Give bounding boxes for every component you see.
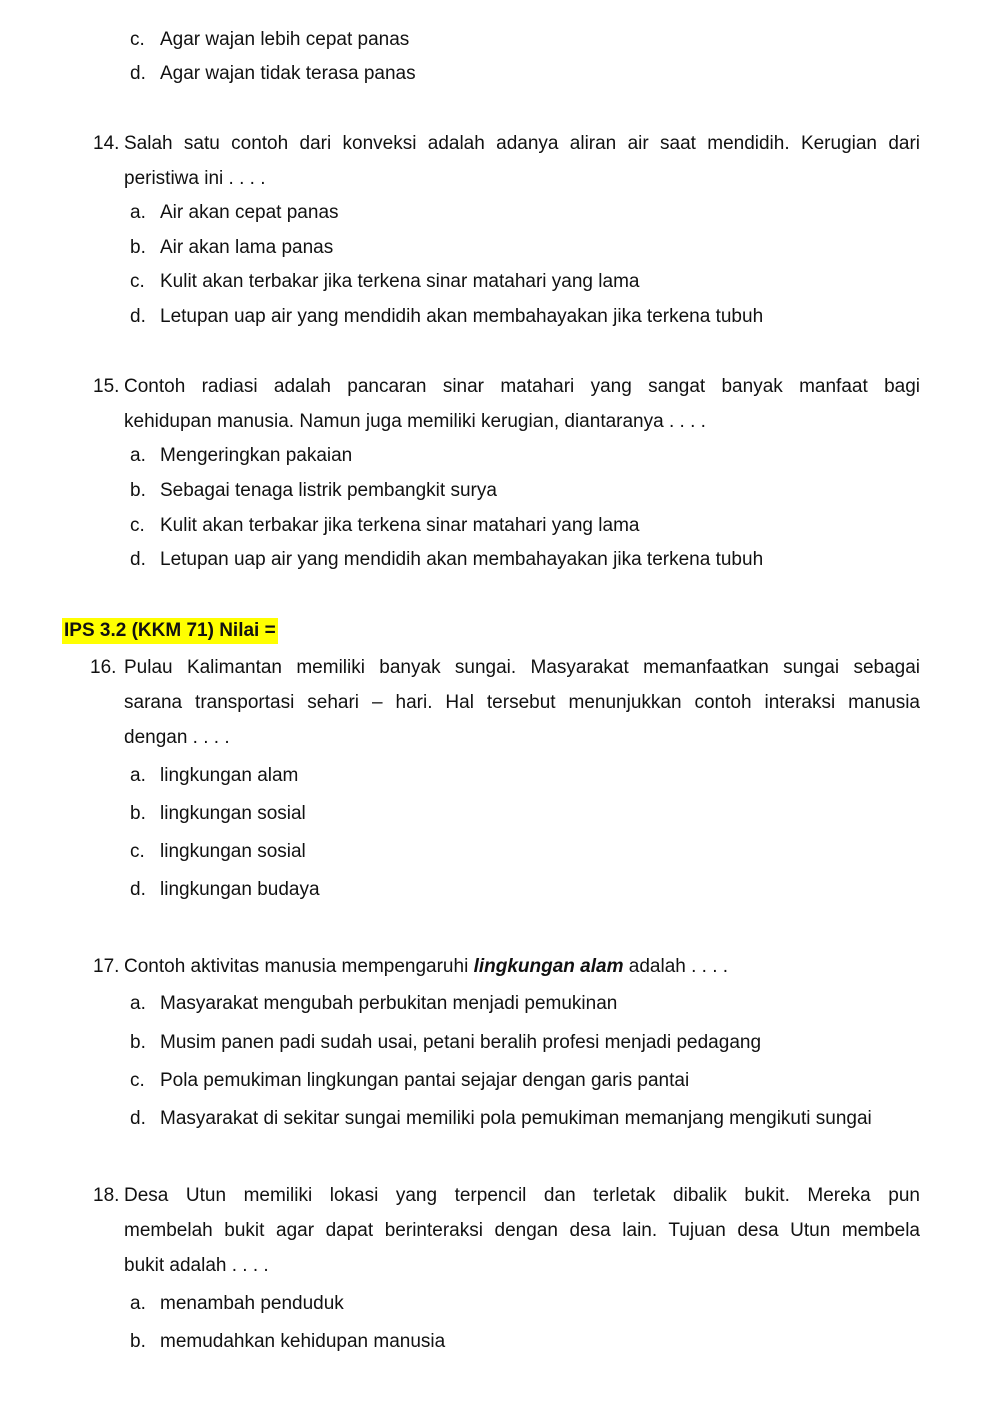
option-text: Masyarakat mengubah perbukitan menjadi pemukinan xyxy=(160,993,618,1014)
option-text: memudahkan kehidupan manusia xyxy=(160,1331,446,1352)
option-letter: d. xyxy=(130,306,146,327)
option-letter: a. xyxy=(130,202,146,223)
option-letter: b. xyxy=(130,237,146,258)
question-number: 16. xyxy=(90,657,117,678)
option-text: lingkungan budaya xyxy=(160,879,320,900)
option-text: Letupan uap air yang mendidih akan membahayakan jika terkena tubuh xyxy=(160,306,764,327)
question-text-line: peristiwa ini . . . . xyxy=(124,168,266,189)
option-text: lingkungan alam xyxy=(160,765,299,786)
option-letter: c. xyxy=(130,1070,145,1091)
question-text-line: Pulau Kalimantan memiliki banyak sungai. Masyarakat memanfaatkan sungai sebagai xyxy=(124,657,920,678)
question-text-line: membelah bukit agar dapat berinteraksi dengan desa lain. Tujuan desa Utun membela xyxy=(124,1220,920,1241)
question-text-line: sarana transportasi sehari – hari. Hal tersebut menunjukkan contoh interaksi manusia xyxy=(124,692,920,713)
option-letter: d. xyxy=(130,879,146,900)
option-text: Sebagai tenaga listrik pembangkit surya xyxy=(160,480,497,501)
question-text-line: Desa Utun memiliki lokasi yang terpencil dan terletak dibalik bukit. Mereka pun xyxy=(124,1185,920,1206)
question-number: 15. xyxy=(93,376,120,397)
question-text-suffix: adalah . . . . xyxy=(623,956,729,977)
option-text: lingkungan sosial xyxy=(160,803,306,824)
question-text-emphasis: lingkungan alam xyxy=(473,956,624,977)
option-text: Air akan cepat panas xyxy=(160,202,339,223)
option-text: Masyarakat di sekitar sungai memiliki pola pemukiman memanjang mengikuti sungai xyxy=(160,1108,872,1129)
question-text-prefix: Contoh aktivitas manusia mempengaruhi xyxy=(124,956,474,977)
option-text: Kulit akan terbakar jika terkena sinar matahari yang lama xyxy=(160,271,640,292)
option-letter: b. xyxy=(130,803,146,824)
option-letter: b. xyxy=(130,480,146,501)
option-letter: a. xyxy=(130,765,146,786)
question-text-line: Contoh radiasi adalah pancaran sinar matahari yang sangat banyak manfaat bagi xyxy=(124,376,920,397)
option-text: Agar wajan tidak terasa panas xyxy=(160,63,416,84)
option-letter: d. xyxy=(130,63,146,84)
question-number: 18. xyxy=(93,1185,120,1206)
option-text: Letupan uap air yang mendidih akan membahayakan jika terkena tubuh xyxy=(160,549,764,570)
option-text: Kulit akan terbakar jika terkena sinar matahari yang lama xyxy=(160,515,640,536)
option-letter: c. xyxy=(130,271,145,292)
option-text: lingkungan sosial xyxy=(160,841,306,862)
question-text-line: Salah satu contoh dari konveksi adalah adanya aliran air saat mendidih. Kerugian dari xyxy=(124,133,920,154)
option-letter: c. xyxy=(130,29,145,50)
question-number: 17. xyxy=(93,956,120,977)
option-letter: d. xyxy=(130,549,146,570)
option-letter: c. xyxy=(130,515,145,536)
option-text: Pola pemukiman lingkungan pantai sejajar dengan garis pantai xyxy=(160,1070,690,1091)
question-text-line xyxy=(124,956,728,978)
question-text-line: kehidupan manusia. Namun juga memiliki kerugian, diantaranya . . . . xyxy=(124,411,706,432)
question-text-line: bukit adalah . . . . xyxy=(124,1255,269,1276)
option-text: Agar wajan lebih cepat panas xyxy=(160,29,410,50)
option-letter: d. xyxy=(130,1108,146,1129)
option-letter: a. xyxy=(130,445,146,466)
question-number: 14. xyxy=(93,133,120,154)
option-letter: a. xyxy=(130,993,146,1014)
option-letter: a. xyxy=(130,1293,146,1314)
option-text: Mengeringkan pakaian xyxy=(160,445,353,466)
option-letter: b. xyxy=(130,1331,146,1352)
option-text: menambah penduduk xyxy=(160,1293,344,1314)
option-text: Air akan lama panas xyxy=(160,237,334,258)
option-letter: c. xyxy=(130,841,145,862)
section-heading: IPS 3.2 (KKM 71) Nilai = xyxy=(62,618,278,644)
option-letter: b. xyxy=(130,1032,146,1053)
option-text: Musim panen padi sudah usai, petani beralih profesi menjadi pedagang xyxy=(160,1032,762,1053)
question-text-line: dengan . . . . xyxy=(124,727,230,748)
